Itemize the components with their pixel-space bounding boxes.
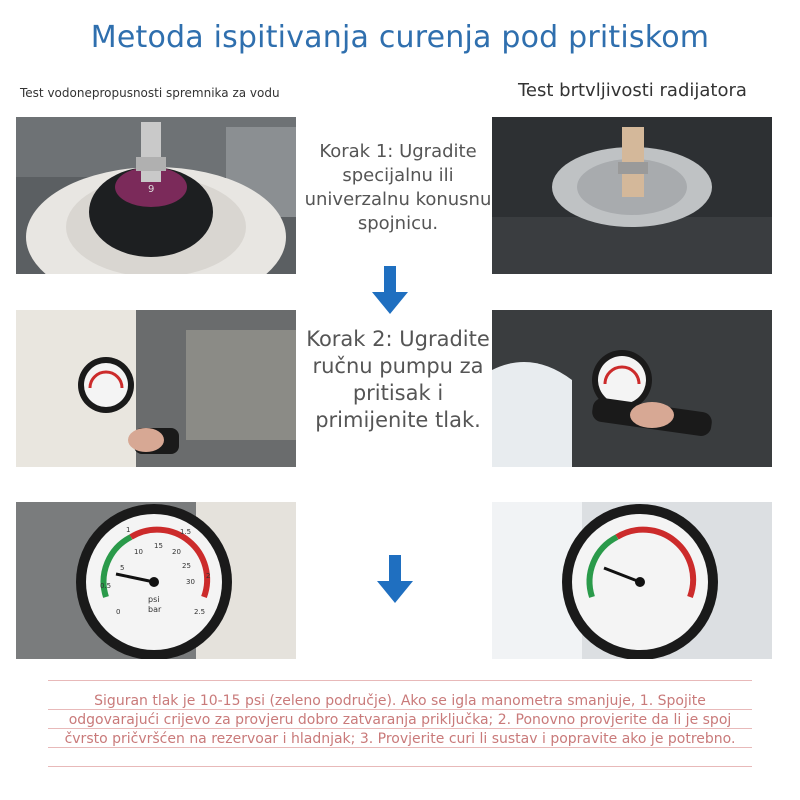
svg-text:9: 9 [148,184,155,195]
gauge-tick-bar: 1.5 [180,528,192,536]
gauge-tick-psi: 5 [120,564,125,572]
step-2-text: Korak 2: Ugradite ručnu pumpu za pritisak i primijenite tlak. [306,327,490,432]
note-text: Siguran tlak je 10-15 psi (zeleno područje). Ako se igla manometra smanjuje, 1. Spojite odgovarajući crijevo za provjeru dobro zatvaranja priključka; 2. Ponovno provjerite da li je spoj čvrsto pričvršćen na rezervoar i hladnjak; 3. Provjerite curi li sustav i popravite ako je potrebno. [64,693,736,747]
gauge-tick-bar: 0.5 [100,582,112,590]
photo-tank-connector [16,117,296,274]
page-title: Metoda ispitivanja curenja pod pritiskom [90,20,710,55]
gauge-tick-bar: 1 [126,526,131,534]
gauge-tick-psi: 10 [134,548,143,556]
photo-tank-pump [16,310,296,467]
photo-radiator-gauge [492,502,772,659]
photo-radiator-connector [492,117,772,274]
gauge-unit-psi: psi [148,595,160,604]
note-divider [48,766,752,767]
right-column-heading: Test brtvljivosti radijatora [518,80,747,101]
step-1-text: Korak 1: Ugradite specijalnu ili univerzalnu konusnu spojnicu. [304,141,492,234]
gauge-unit-bar: bar [148,605,162,614]
gauge-tick-bar: 2 [206,572,211,580]
gauge-tick-bar: 0 [116,608,121,616]
left-column-heading: Test vodonepropusnosti spremnika za vodu [20,86,280,100]
safety-note [48,690,752,770]
photo-tank-gauge [16,502,296,659]
arrow-down-icon [372,266,408,316]
gauge-tick-psi: 30 [186,578,195,586]
gauge-tick-psi: 20 [172,548,181,556]
gauge-tick-psi: 25 [182,562,191,570]
note-divider [48,680,752,681]
photo-radiator-pump [492,310,772,467]
gauge-tick-bar: 2.5 [194,608,206,616]
arrow-down-icon [377,555,413,605]
gauge-tick-psi: 15 [154,542,163,550]
